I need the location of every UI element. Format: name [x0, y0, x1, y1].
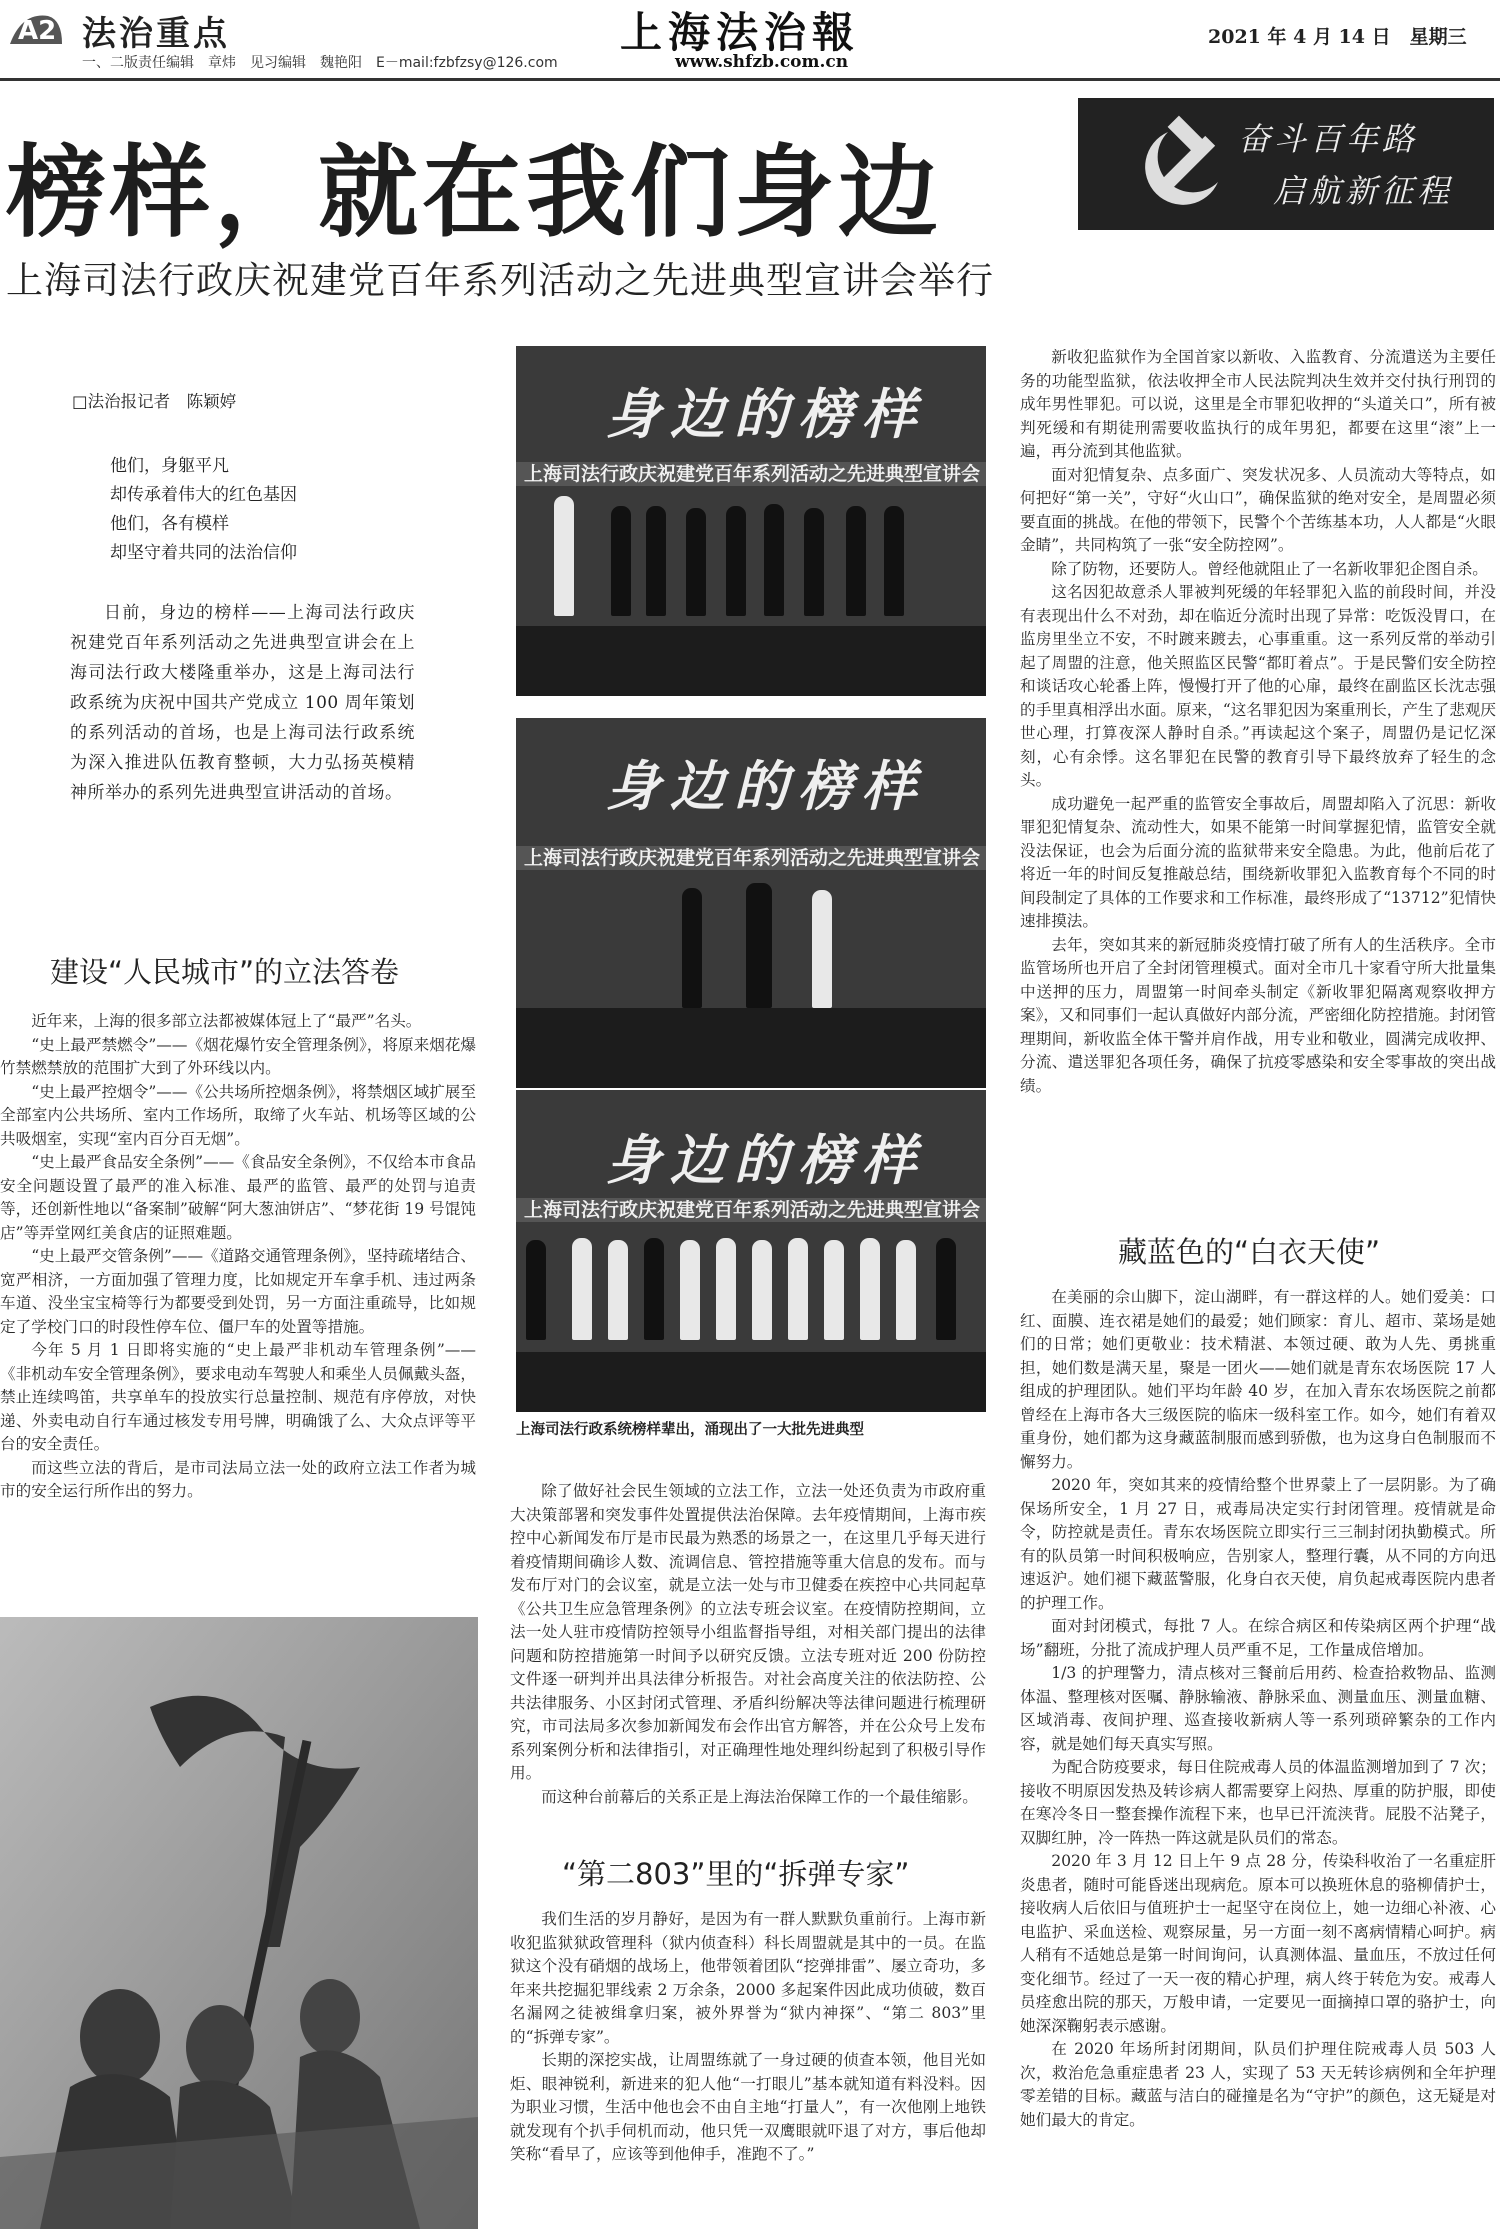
- paragraph: 除了防物，还要防人。曾经他就阻止了一名新收罪犯企图自杀。: [1051, 559, 1488, 578]
- lead-paragraph: 日前，身边的榜样——上海司法行政庆祝建党百年系列活动之先进典型宣讲会在上海司法行政大楼隆重举办，这是上海司法行政系统为庆祝中国共产党成立 100 周年策划的系列活动的首场，也是上海司法行政系统为深入推进队伍教育整顿，大力弘扬英模精神所举办的系列先进典型宣讲活动的首场。: [70, 603, 415, 803]
- nurse-figure: [680, 1240, 700, 1340]
- host-figure: [812, 890, 832, 1008]
- honoree-figure: [644, 1238, 664, 1340]
- headline: 榜样，就在我们身边: [6, 134, 942, 251]
- banner-line-2: 启航新征程: [1273, 172, 1454, 210]
- nurse-figure: [572, 1238, 592, 1340]
- subheadline: 上海司法行政庆祝建党百年系列活动之先进典型宣讲会举行: [6, 259, 994, 302]
- event-photo-3: [516, 1090, 986, 1412]
- stage-banner: 上海司法行政庆祝建党百年系列活动之先进典型宣讲会: [516, 1198, 986, 1222]
- page-badge: A2: [18, 16, 57, 46]
- speaker-figure: [554, 496, 574, 616]
- stage-banner: 上海司法行政庆祝建党百年系列活动之先进典型宣讲会: [516, 462, 986, 486]
- editors-line: 一、二版责任编辑 章炜 见习编辑 魏艳阳 E－mail:fzbfzsy@126.com: [82, 55, 558, 71]
- honoree-figure: [764, 504, 784, 616]
- paragraph: 去年，突如其来的新冠肺炎疫情打破了所有人的生活秩序。全市监管场所也开启了全封闭管理模式。面对全市几十家看守所大批量集中送押的压力，周盟第一时间牵头制定《新收罪犯隔离观察收押方案》，又和同事们一起认真做好内部分流，严密细化防控措施。封闭管理期间，新收监全体干警并肩作战，用专业和敬业，圆满完成收押、分流、遣送罪犯各项任务，确保了抗疫零感染和安全零事故的突出战绩。: [1020, 935, 1496, 1095]
- honoree-figure: [726, 506, 746, 616]
- honoree-figure: [846, 506, 866, 616]
- officer-figure: [746, 883, 772, 1008]
- event-photo-1: [516, 346, 986, 696]
- honoree-figure: [526, 1240, 546, 1340]
- audience-area: [516, 626, 986, 696]
- honoree-figure: [936, 1238, 956, 1340]
- nurse-figure: [752, 1240, 772, 1340]
- hammer-sickle-icon: [1138, 112, 1238, 212]
- photo-title: 身边的榜样: [606, 382, 926, 446]
- nurse-figure: [896, 1240, 916, 1340]
- photo-title: 身边的榜样: [606, 1128, 926, 1192]
- anniversary-banner: [1078, 98, 1494, 230]
- article-column-2: [510, 1480, 986, 1809]
- paragraph: 1/3 的护理警力，清点核对三餐前后用药、检查拾救物品、监测体温、整理核对医嘱、静脉输液、静脉采血、测量血压、测量血糖、区域消毒、夜间护理、巡查接收新病人等一系列琐碎繁杂的工作内容，就是她们每天真实写照。: [1020, 1664, 1496, 1753]
- poem-line: 他们，身躯平凡: [110, 456, 229, 476]
- paragraph: 在美丽的佘山脚下，淀山湖畔，有一群这样的人。她们爱美：口红、面膜、连衣裙是她们的最爱；她们顾家：育儿、超市、菜场是她们的日常；她们更敬业：技术精湛、本领过硬、敢为人先、勇挑重担，她们数是满天星，聚是一团火——她们就是青东农场医院 17 人组成的护理团队。她们平均年龄 40 岁，在加入青东农场医院之前都曾经在上海市各大三级医院的临床一级科室工作。如今，她们有着双重身份，她们都为这身藏蓝制服而感到骄傲，也为这身白色制服而不懈努力。: [1020, 1288, 1496, 1471]
- nurse-figure: [608, 1240, 628, 1340]
- event-photo-2: [516, 718, 986, 1088]
- honoree-figure: [804, 508, 824, 616]
- nurse-figure: [788, 1238, 808, 1340]
- paragraph: 面对犯情复杂、点多面广、突发状况多、人员流动大等特点，如何把好“第一关”，守好“火山口”，确保监狱的绝对安全，是周盟必须要直面的挑战。在他的带领下，民警个个苦练基本功，人人都是“火眼金睛”，共同构筑了一张“安全防控网”。: [1020, 465, 1496, 554]
- article-column-1: [0, 1010, 476, 1504]
- honoree-figure: [611, 506, 631, 616]
- newspaper-name: 上海法治報: [620, 8, 861, 57]
- honoree-figure: [686, 508, 706, 616]
- stage-banner: 上海司法行政庆祝建党百年系列活动之先进典型宣讲会: [516, 846, 986, 870]
- section-heading-bomb-expert: “第二803”里的“拆弹专家”: [562, 1857, 910, 1891]
- section-title: 法治重点: [82, 14, 230, 54]
- nurse-figure: [860, 1238, 880, 1340]
- paragraph: 我们生活的岁月静好，是因为有一群人默默负重前行。上海市新收犯监狱狱政管理科（狱内侦查科）科长周盟就是其中的一员。在监狱这个没有硝烟的战场上，他带领着团队“挖弹排雷”、屡立奇功，多年来共挖掘犯罪线索 2 万余条，2000 多起案件因此成功侦破，数百名漏网之徒被缉拿归案，被外界誉为“狱内神探”、“第二 803”里的“拆弹专家”。: [510, 1910, 986, 2046]
- header-divider: [0, 78, 1500, 81]
- photo-title: 身边的榜样: [606, 754, 926, 818]
- article-column-4: [1020, 346, 1496, 1098]
- page-badge-icon: [8, 10, 64, 46]
- flag-sculpture-photo: [0, 1617, 478, 2229]
- paragraph: 2020 年，突如其来的疫情给整个世界蒙上了一层阴影。为了确保场所安全，1 月 27 日，戒毒局决定实行封闭管理。疫情就是命令，防控就是责任。青东农场医院立即实行三三制封闭执勤模式。所有的队员第一时间积极响应，告别家人，整理行囊，从不同的方向迅速返沪。她们褪下藏蓝警服，化身白衣天使，肩负起戒毒医院内患者的护理工作。: [1020, 1476, 1496, 1612]
- section-heading-legislation: 建设“人民城市”的立法答卷: [50, 955, 400, 989]
- audience-area: [516, 1008, 986, 1088]
- poem-line: 却坚守着共同的法治信仰: [110, 543, 297, 563]
- byline: □法治报记者 陈颖婷: [72, 392, 237, 411]
- nurse-figure: [824, 1240, 844, 1340]
- paragraph: 在 2020 年场所封闭期间，队员们护理住院戒毒人员 503 人次，救治危急重症患者 23 人，实现了 53 天无转诊病例和全年护理零差错的目标。藏蓝与洁白的碰撞是名为“守护”的颜色，这无疑是对她们最大的肯定。: [1020, 2040, 1496, 2129]
- paragraph: 今年 5 月 1 日即将实施的“史上最严非机动车管理条例”——《非机动车安全管理条例》，要求电动车驾驶人和乘坐人员佩戴头盔，禁止连续鸣笛，共享单车的投放实行总量控制、规范有序停放，对快递、外卖电动自行车通过核发专用号牌，明确饿了么、大众点评等平台的安全责任。: [0, 1341, 476, 1453]
- article-column-3: [510, 1908, 986, 2167]
- nurse-figure: [716, 1238, 736, 1340]
- newspaper-url[interactable]: www.shfzb.com.cn: [675, 52, 849, 72]
- poem-line: 他们，各有模样: [110, 514, 229, 534]
- paragraph: 面对封闭模式，每批 7 人。在综合病区和传染病区两个护理“战场”翻班，分批了流成护理人员严重不足，工作量成倍增加。: [1020, 1617, 1496, 1659]
- paragraph: 而这些立法的背后，是市司法局立法一处的政府立法工作者为城市的安全运行所作出的努力。: [0, 1458, 476, 1500]
- poem-line: 却传承着伟大的红色基因: [110, 485, 297, 505]
- banner-line-1: 奋斗百年路: [1238, 120, 1419, 158]
- issue-date: 2021 年 4 月 14 日 星期三: [1208, 26, 1467, 48]
- article-column-5: [1020, 1286, 1496, 2132]
- paragraph: 为配合防疫要求，每日住院戒毒人员的体温监测增加到了 7 次；接收不明原因发热及转诊病人都需要穿上闷热、厚重的防护服，即使在寒冷冬日一整套操作流程下来，也早已汗流浃背。屁股不沾凳子，双脚红肿，冷一阵热一阵这就是队员们的常态。: [1020, 1758, 1496, 1847]
- paragraph: 成功避免一起严重的监管安全事故后，周盟却陷入了沉思：新收罪犯犯情复杂、流动性大，如果不能第一时间掌握犯情，监管安全就没法保证，也会为后面分流的监狱带来安全隐患。为此，他前后花了将近一年的时间反复推敲总结，围绕新收罪犯入监教育每个不同的时间段制定了具体的工作要求和工作标准，最终形成了“13712”犯情快速排摸法。: [1020, 794, 1496, 930]
- paragraph: 新收犯监狱作为全国首家以新收、入监教育、分流遣送为主要任务的功能型监狱，依法收押全市人民法院判决生效并交付执行刑罚的成年男性罪犯。可以说，这里是全市罪犯收押的“头道关口”，所有被判死缓和有期徒刑需要收监执行的成年男犯，都要在这里“滚”上一遍，再分流到其他监狱。: [1020, 348, 1496, 460]
- paragraph: 2020 年 3 月 12 日上午 9 点 28 分，传染科收治了一名重症肝炎患者，随时可能昏迷出现病危。原本可以换班休息的骆柳倩护士，接收病人后依旧与值班护士一起坚守在岗位上，她一边细心补液、心电监护、采血送检、观察尿量，另一方面一刻不离病情精心呵护。病人稍有不适她总是第一时间询问，认真测体温、量血压，不放过任何变化细节。经过了一天一夜的精心护理，病人终于转危为安。戒毒人员痊愈出院的那天，万般申请，一定要见一面摘掉口罩的骆护士，向她深深鞠躬表示感谢。: [1020, 1852, 1496, 2035]
- honoree-figure: [646, 506, 666, 616]
- paragraph: 而这种台前幕后的关系正是上海法治保障工作的一个最佳缩影。: [541, 1787, 978, 1806]
- flag-silhouette-icon: [0, 1617, 478, 2229]
- paragraph: “史上最严交管条例”——《道路交通管理条例》，坚持疏堵结合、宽严相济，一方面加强了管理力度，比如规定开车拿手机、违过两条车道、没坐宝宝椅等行为都要受到处罚，另一方面注重疏导，比如规定了学校门口的时段性停车位、僵尸车的处置等措施。: [0, 1247, 476, 1336]
- presenter-figure: [682, 888, 702, 1008]
- audience-area: [516, 1352, 986, 1412]
- poem: [110, 452, 297, 568]
- section-heading-nurses: 藏蓝色的“白衣天使”: [1118, 1235, 1381, 1269]
- paragraph: “史上最严食品安全条例”——《食品安全条例》，不仅给本市食品安全问题设置了最严的准入标准、最严的监管、最严的处罚与追责等，还创新性地以“备案制”破解“阿大葱油饼店”、“梦花街 19 号馄饨店”等弄堂网红美食店的证照难题。: [0, 1153, 476, 1242]
- paragraph: “史上最严禁燃令”——《烟花爆竹安全管理条例》，将原来烟花爆竹禁燃禁放的范围扩大到了外环线以内。: [0, 1035, 476, 1077]
- paragraph: “史上最严控烟令”——《公共场所控烟条例》，将禁烟区域扩展至全部室内公共场所、室内工作场所，取缔了火车站、机场等区域的公共吸烟室，实现“室内百分百无烟”。: [0, 1082, 476, 1148]
- paragraph: 除了做好社会民生领域的立法工作，立法一处还负责为市政府重大决策部署和突发事件处置提供法治保障。去年疫情期间，上海市疾控中心新闻发布厅是市民最为熟悉的场景之一，在这里几乎每天进行着疫情期间确诊人数、流调信息、管控措施等重大信息的发布。而与发布厅对门的会议室，就是立法一处与市卫健委在疾控中心共同起草《公共卫生应急管理条例》的立法专班会议室。在疫情防控期间，立法一处人驻市疫情防控领导小组监督指导组，对相关部门提出的法律问题和防控措施第一时间予以研究反馈。立法专班对近 200 份防控文件逐一研判并出具法律分析报告。对社会高度关注的依法防控、公共法律服务、小区封闭式管理、矛盾纠纷解决等法律问题进行梳理研究，市司法局多次参加新闻发布会作出官方解答，并在公众号上发布系列案例分析和法律指引，对正确理性地处理纠纷起到了积极引导作用。: [510, 1482, 986, 1782]
- photo-caption: 上海司法行政系统榜样辈出，涌现出了一大批先进典型: [516, 1422, 864, 1438]
- paragraph: 长期的深挖实战，让周盟练就了一身过硬的侦查本领，他目光如炬、眼神锐利，新进来的犯人他“一打眼儿”基本就知道有料没料。因为职业习惯，生活中他也会不由自主地“打量人”，有一次他刚上地铁就发现有个扒手伺机而动，他只凭一双鹰眼就吓退了对方，事后他却笑称“看早了，应该等到他伸手，准跑不了。”: [510, 2051, 986, 2163]
- paragraph: 近年来，上海的很多部立法都被媒体冠上了“最严”名头。: [31, 1012, 422, 1030]
- honoree-figure: [884, 506, 904, 616]
- paragraph: 这名因犯故意杀人罪被判死缓的年轻罪犯入监的前段时间，并没有表现出什么不对劲，却在临近分流时出现了异常：吃饭没胃口，在监房里坐立不安，不时踱来踱去，心事重重。这一系列反常的举动引起了周盟的注意，他关照监区民警“都盯着点”。于是民警们安全防控和谈话攻心轮番上阵，慢慢打开了他的心扉，最终在副监区长沈志强的手里真相浮出水面。原来，“这名罪犯因为案重刑长，产生了悲观厌世心理，打算夜深人静时自杀。”再读起这个案子，周盟仍是记忆深刻，心有余悸。这名罪犯在民警的教育引导下最终放弃了轻生的念头。: [1020, 583, 1496, 789]
